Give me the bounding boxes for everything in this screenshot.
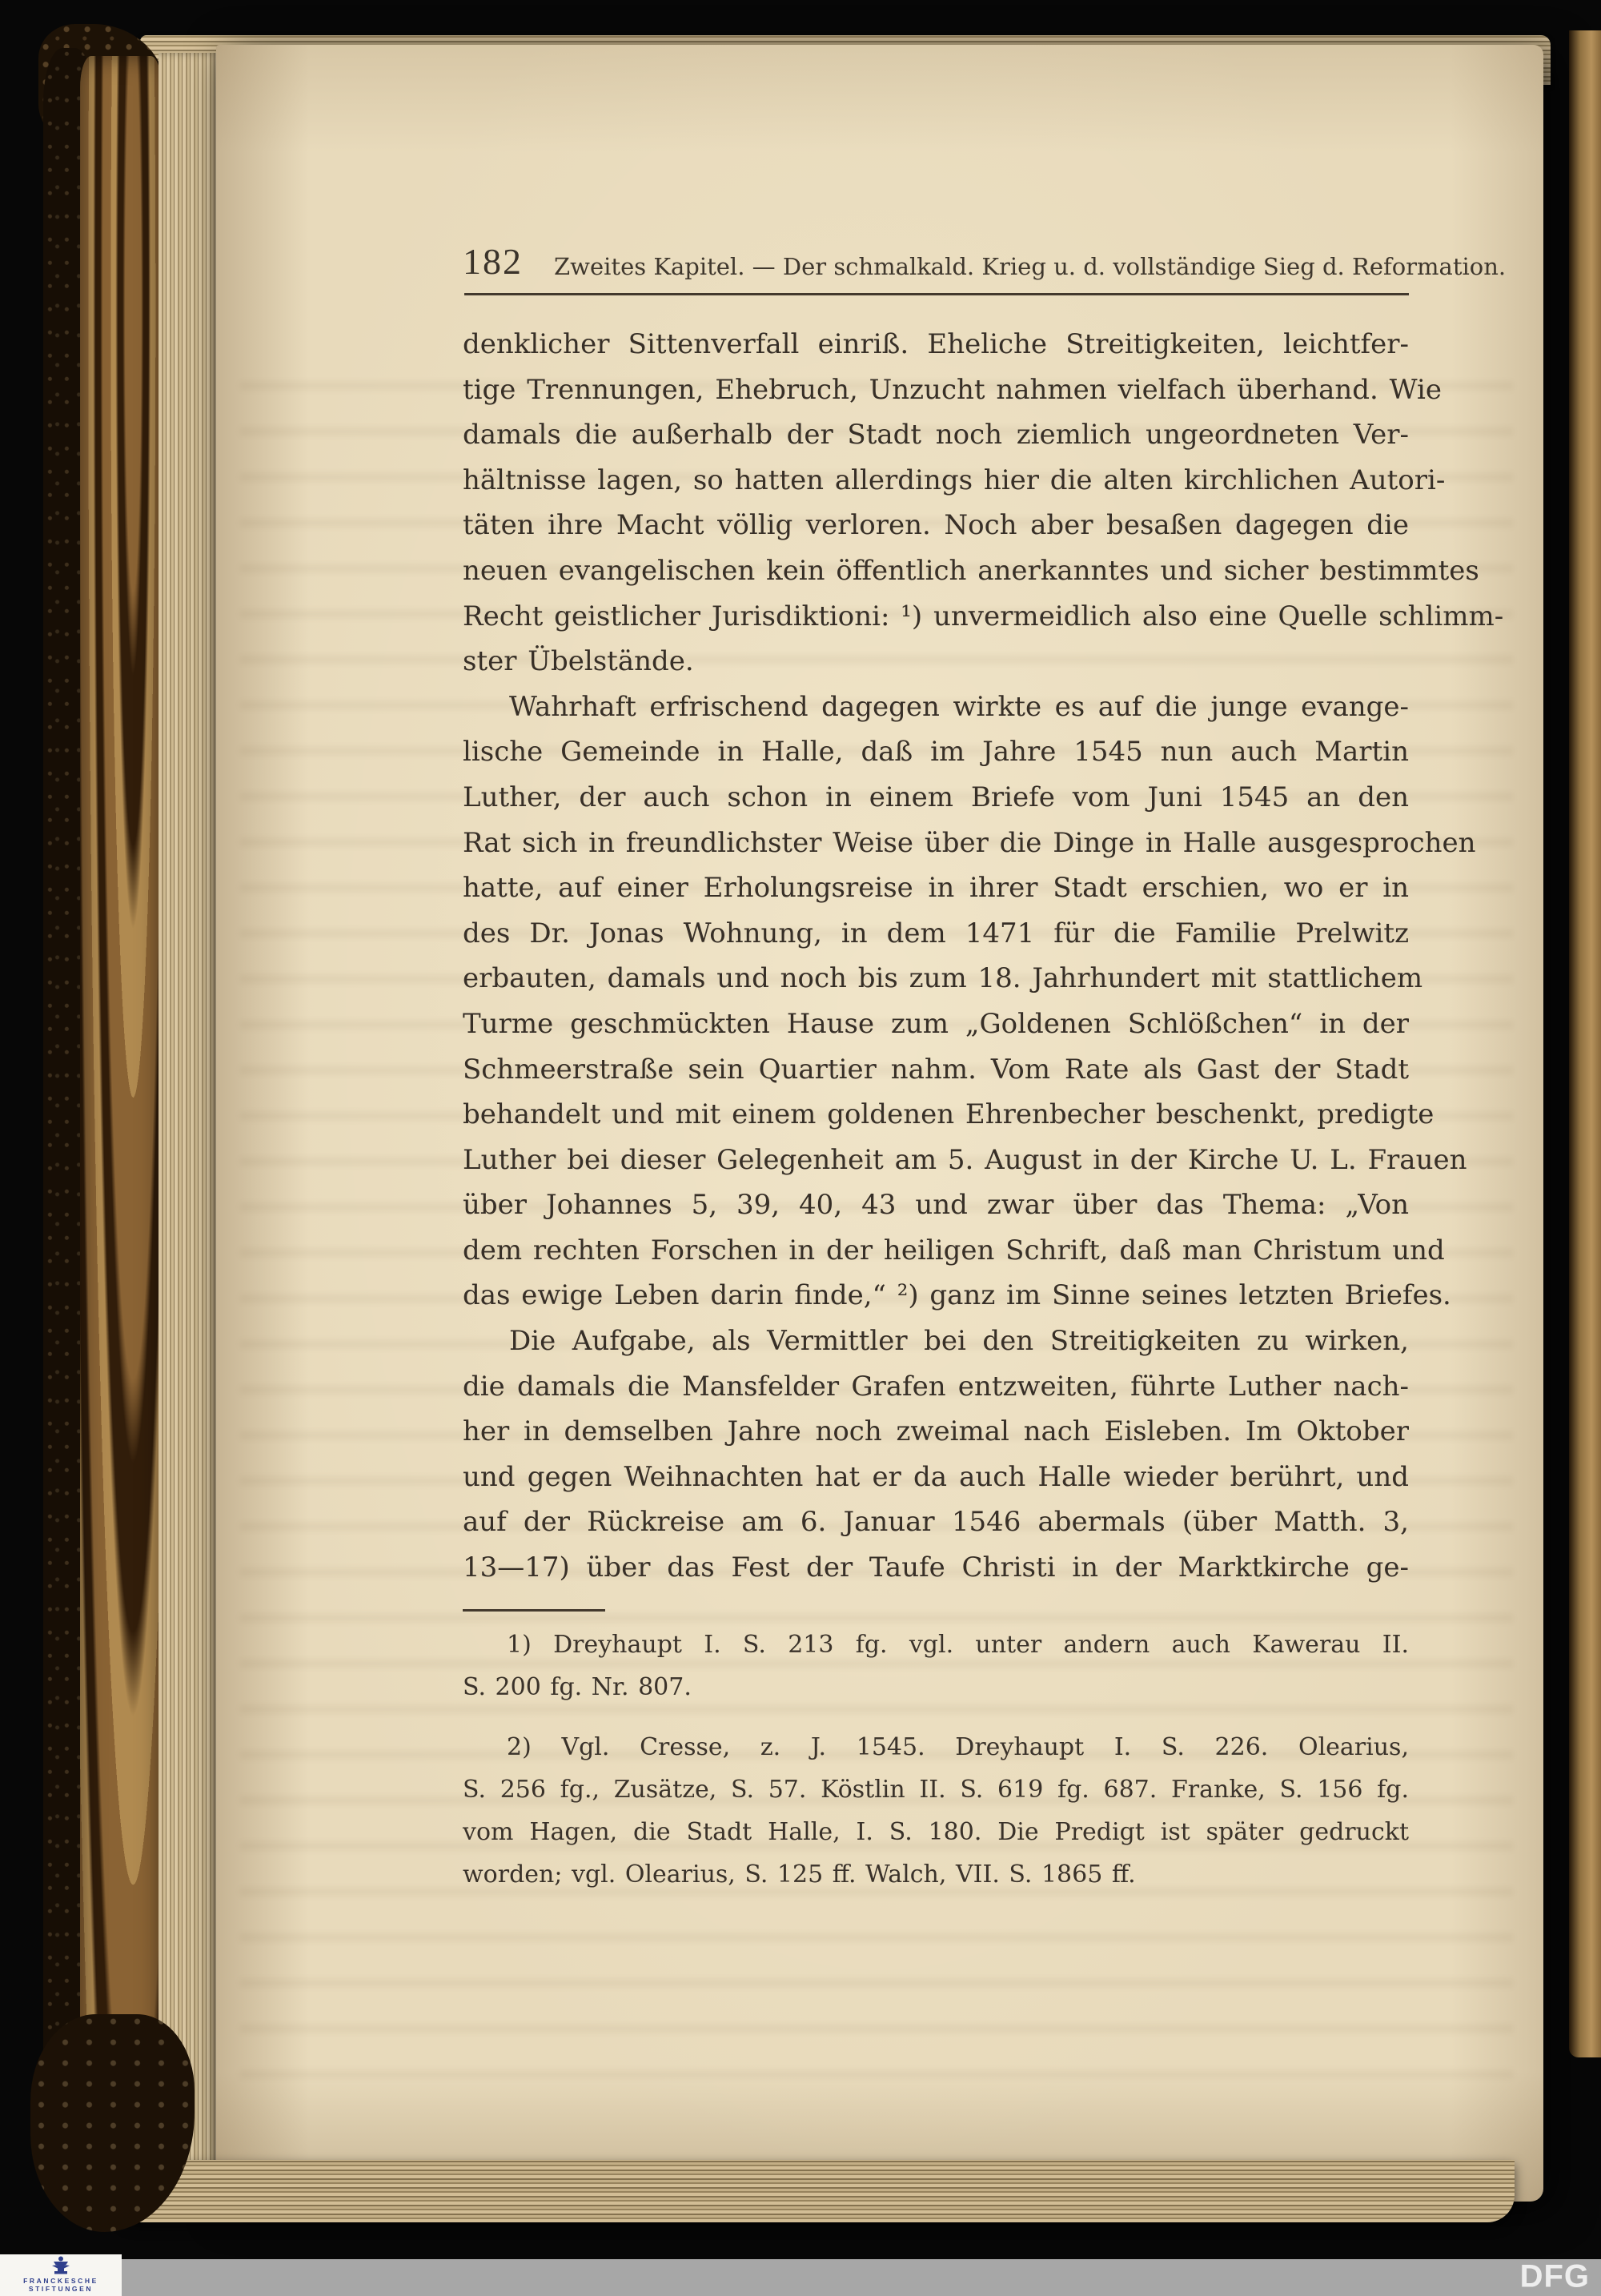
text-line: Turme geschmückten Hause zum „Goldenen Schlößchen“ in der xyxy=(463,1007,1409,1040)
text-line: her in demselben Jahre noch zweimal nach Eisleben. Im Oktober xyxy=(463,1415,1409,1448)
text-line: dem rechten Forschen in der heiligen Schrift, daß man Christum und xyxy=(463,1234,1445,1266)
footnote-separator xyxy=(463,1609,605,1612)
page-edges-left xyxy=(158,53,219,2179)
library-stamp xyxy=(0,2254,122,2296)
franckesche-stiftungen-icon xyxy=(46,2256,75,2277)
footnotes xyxy=(463,1624,1409,1896)
text-line: Luther, der auch schon in einem Briefe vom Juni 1545 an den xyxy=(463,781,1409,813)
text-line: S. 200 fg. Nr. 807. xyxy=(463,1673,692,1701)
text-line: Die Aufgabe, als Vermittler bei den Streitigkeiten zu wirken, xyxy=(509,1325,1409,1358)
text-line: Luther bei dieser Gelegenheit am 5. August in der Kirche U. L. Frauen xyxy=(463,1143,1467,1176)
text-line: Recht geistlicher Jurisdiktioni: ¹) unvermeidlich also eine Quelle schlimm- xyxy=(463,600,1504,632)
text-line: hatte, auf einer Erholungsreise in ihrer Stadt erschien, wo er in xyxy=(463,872,1409,905)
text-line: des Dr. Jonas Wohnung, in dem 1471 für die Familie Prelwitz xyxy=(463,917,1409,949)
text-line: vom Hagen, die Stadt Halle, I. S. 180. Die Predigt ist später gedruckt xyxy=(463,1818,1409,1846)
header-rule xyxy=(464,293,1409,295)
text-line: 2) Vgl. Cresse, z. J. 1545. Dreyhaupt I. S. 226. Olearius, xyxy=(507,1733,1409,1761)
text-line: auf der Rückreise am 6. Januar 1546 abermals (über Matth. 3, xyxy=(463,1506,1409,1539)
text-line: worden; vgl. Olearius, S. 125 ff. Walch, VII. S. 1865 ff. xyxy=(463,1860,1136,1889)
text-line: die damals die Mansfelder Grafen entzweiten, führte Luther nach- xyxy=(463,1370,1409,1403)
text-line: Wahrhaft erfrischend dagegen wirkte es auf die junge evange- xyxy=(509,690,1409,723)
stamp-text-line1: FRANCKESCHE xyxy=(23,2277,98,2285)
text-line: 13—17) über das Fest der Taufe Christi in der Marktkirche ge- xyxy=(463,1551,1409,1584)
page-edges-bottom xyxy=(118,2160,1515,2222)
text-line: über Johannes 5, 39, 40, 43 und zwar über das Thema: „Von xyxy=(463,1189,1409,1222)
page-number: 182 xyxy=(463,241,523,282)
running-header: Zweites Kapitel. — Der schmalkald. Krieg u. d. vollständige Sieg d. Reformation. xyxy=(554,253,1507,280)
text-line: hältnisse lagen, so hatten allerdings hier die alten kirchlichen Autori- xyxy=(463,464,1446,496)
text-line: tige Trennungen, Ehebruch, Unzucht nahmen vielfach überhand. Wie xyxy=(463,373,1442,406)
text-line: 1) Dreyhaupt I. S. 213 fg. vgl. unter andern auch Kawerau II. xyxy=(507,1631,1409,1659)
text-line: ster Übelstände. xyxy=(463,645,694,678)
dfg-logo: DFG xyxy=(1519,2258,1590,2294)
text-line: erbauten, damals und noch bis zum 18. Jahrhundert mit stattlichem xyxy=(463,962,1423,995)
scan-footer-bar xyxy=(122,2259,1601,2296)
text-line: Schmeerstraße sein Quartier nahm. Vom Rate als Gast der Stadt xyxy=(463,1053,1409,1086)
text-line: Rat sich in freundlichster Weise über die Dinge in Halle ausgesprochen xyxy=(463,826,1476,859)
page-edge-right xyxy=(1569,30,1601,2057)
text-line: lische Gemeinde in Halle, daß im Jahre 1545 nun auch Martin xyxy=(463,736,1409,769)
stamp-text-line2: STIFTUNGEN xyxy=(28,2285,94,2293)
text-line: S. 256 fg., Zusätze, S. 57. Köstlin II. S. 619 fg. 687. Franke, S. 156 fg. xyxy=(463,1776,1409,1804)
text-line: denklicher Sittenverfall einriß. Eheliche Streitigkeiten, leichtfer- xyxy=(463,328,1409,360)
text-line: und gegen Weihnachten hat er da auch Halle wieder berührt, und xyxy=(463,1460,1409,1493)
marbled-cover-edge xyxy=(80,56,162,2174)
text-line: behandelt und mit einem goldenen Ehrenbecher beschenkt, predigte xyxy=(463,1098,1434,1131)
text-line: damals die außerhalb der Stadt noch ziemlich ungeordneten Ver- xyxy=(463,419,1409,452)
text-line: täten ihre Macht völlig verloren. Noch aber besaßen dagegen die xyxy=(463,509,1409,542)
body-text xyxy=(463,322,1504,1591)
text-line: neuen evangelischen kein öffentlich anerkanntes und sicher bestimmtes xyxy=(463,554,1479,587)
text-line: das ewige Leben darin finde,“ ²) ganz im Sinne seines letzten Briefes. xyxy=(463,1279,1451,1312)
